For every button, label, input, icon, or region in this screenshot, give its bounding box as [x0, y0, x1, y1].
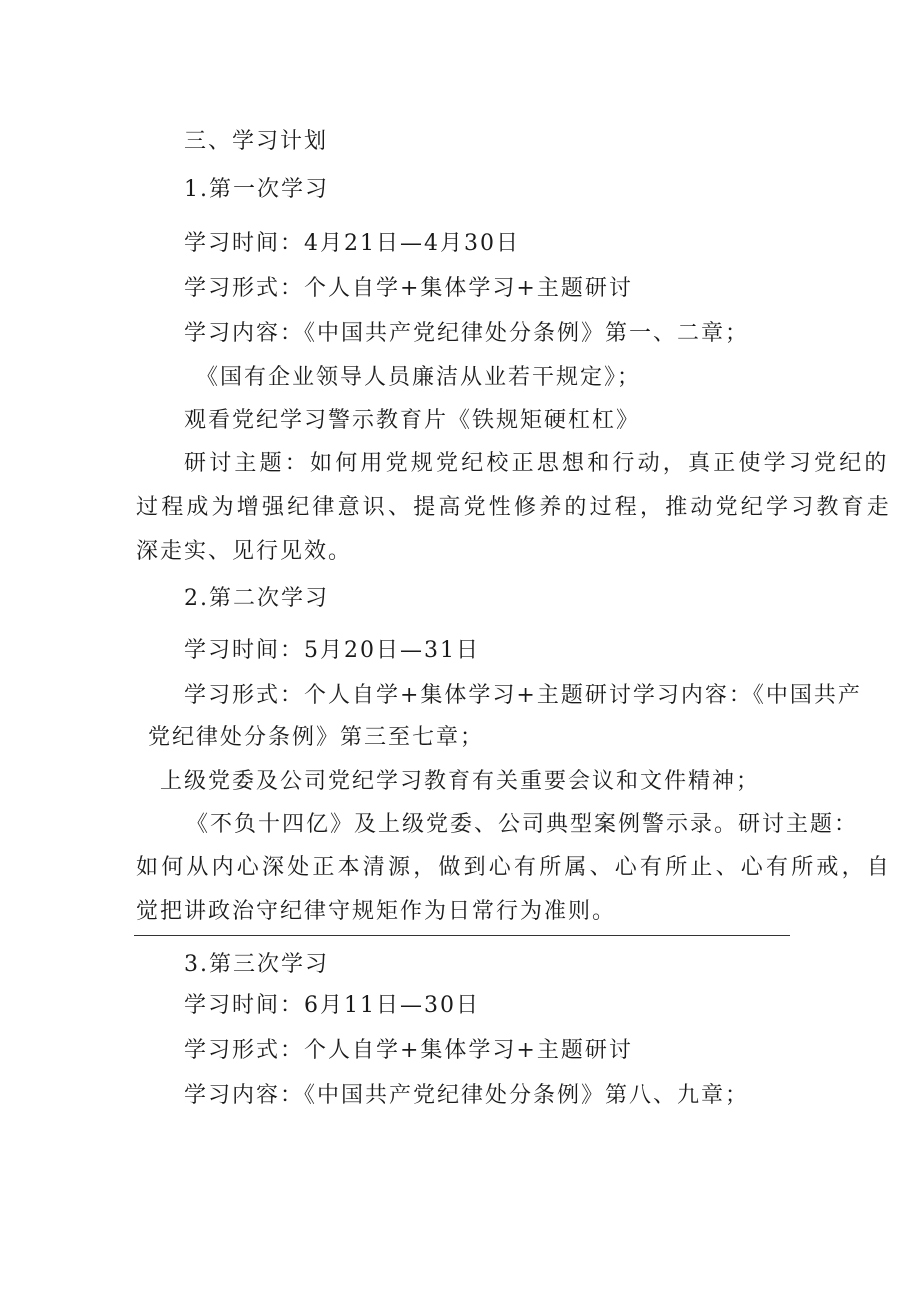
session2-form-line-2: 党纪律处分条例》第三至七章；: [148, 725, 485, 750]
session2-content-line-2: 上级党委及公司党纪学习教育有关重要会议和文件精神；: [160, 769, 761, 794]
session1-form: 学习形式：个人自学+集体学习+主题研讨: [184, 276, 633, 301]
session3-content: 学习内容：《中国共产党纪律处分条例》第八、九章；: [184, 1083, 750, 1108]
section-heading: 三、学习计划: [184, 129, 329, 154]
session3-form: 学习形式：个人自学+集体学习+主题研讨: [184, 1038, 633, 1063]
page-divider: [134, 935, 790, 936]
session1-content-line-3: 观看党纪学习警示教育片《铁规矩硬杠杠》: [184, 408, 641, 433]
session1-content-line-1: 学习内容：《中国共产党纪律处分条例》第一、二章；: [184, 321, 750, 346]
session2-topic-line-3: 觉把讲政治守纪律守规矩作为日常行为准则。: [136, 899, 617, 924]
session2-form-line-1: 学习形式：个人自学+集体学习+主题研讨学习内容：《中国共产: [184, 683, 862, 708]
session1-title: 1.第一次学习: [184, 177, 329, 202]
session3-time: 学习时间：6月11日—30日: [184, 993, 480, 1018]
session2-time: 学习时间：5月20日—31日: [184, 638, 480, 663]
session2-content-line-3: 《不负十四亿》及上级党委、公司典型案例警示录。研讨主题：: [186, 812, 859, 837]
session3-title: 3.第三次学习: [184, 952, 329, 977]
session2-title: 2.第二次学习: [184, 586, 329, 611]
session1-time: 学习时间：4月21日—4月30日: [184, 231, 520, 256]
session2-topic-line-2: 如何从内心深处正本清源，做到心有所属、心有所止、心有所戒，自: [136, 855, 893, 880]
session1-topic-line-1: 研讨主题：如何用党规党纪校正思想和行动，真正使学习党纪的: [184, 451, 890, 476]
session1-topic-line-2: 过程成为增强纪律意识、提高党性修养的过程，推动党纪学习教育走: [136, 495, 893, 520]
session1-content-line-2: 《国有企业领导人员廉洁从业若干规定》；: [196, 365, 642, 390]
session1-topic-line-3: 深走实、见行见效。: [136, 539, 353, 564]
